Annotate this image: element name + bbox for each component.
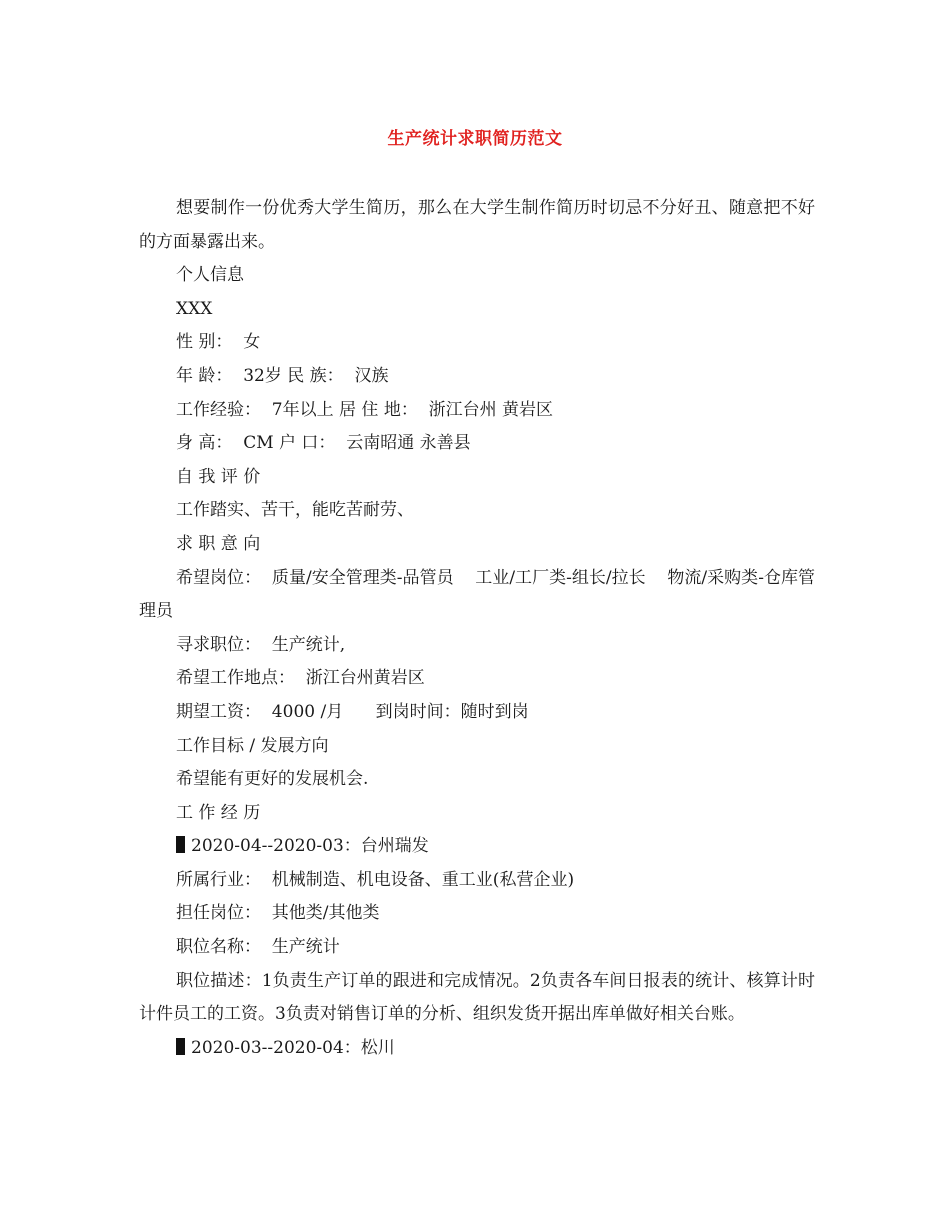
height-hukou-line: 身 高： CM 户 口： 云南昭通 永善县	[176, 433, 471, 454]
job1-title-line: 职位名称： 生产统计	[176, 937, 340, 958]
age-ethnicity-line: 年 龄： 32岁 民 族： 汉族	[176, 365, 389, 386]
salary-availability-line: 期望工资： 4000 /月 到岗时间：随时到岗	[176, 701, 529, 722]
name-line: XXX	[176, 298, 213, 319]
document-body	[139, 192, 815, 1065]
intro-paragraph: 想要制作一份优秀大学生简历，那么在大学生制作简历时切忌不分好丑、随意把不好的方面暴露出来。	[139, 198, 815, 252]
section-career-goal: 工作目标 / 发展方向	[176, 735, 329, 756]
self-evaluation-text: 工作踏实、苦干，能吃苦耐劳、	[176, 500, 414, 521]
job1-industry-line: 所属行业： 机械制造、机电设备、重工业(私营企业)	[176, 869, 575, 890]
section-self-evaluation: 自 我 评 价	[176, 466, 261, 487]
desired-positions-line: 希望岗位： 质量/安全管理类-品管员 工业/工厂类-组长/拉长 物流/采购类-仓库管理员	[139, 567, 815, 622]
document-title: 生产统计求职简历范文	[387, 129, 563, 149]
bullet-icon	[176, 836, 185, 853]
job2-header	[139, 1032, 815, 1066]
job1-role-line: 担任岗位： 其他类/其他类	[176, 903, 380, 924]
job2-header-text: 2020-03--2020-04：松川	[191, 1037, 395, 1058]
section-work-experience: 工 作 经 历	[176, 802, 261, 823]
experience-residence-line: 工作经验： 7年以上 居 住 地： 浙江台州 黄岩区	[176, 399, 554, 420]
desired-location-line: 希望工作地点： 浙江台州黄岩区	[176, 668, 425, 689]
career-goal-text: 希望能有更好的发展机会.	[176, 769, 369, 790]
gender-line: 性 别： 女	[176, 332, 261, 353]
bullet-icon	[176, 1038, 185, 1055]
job1-description: 职位描述：1负责生产订单的跟进和完成情况。2负责各车间日报表的统计、核算计时计件员工的工资。3负责对销售订单的分析、组织发货开据出库单做好相关台账。	[139, 970, 815, 1025]
job1-header	[139, 830, 815, 864]
section-personal-info: 个人信息	[176, 265, 244, 286]
section-job-intention: 求 职 意 向	[176, 533, 261, 554]
job1-header-text: 2020-04--2020-03：台州瑞发	[191, 836, 429, 857]
sought-position-line: 寻求职位： 生产统计,	[176, 634, 346, 655]
